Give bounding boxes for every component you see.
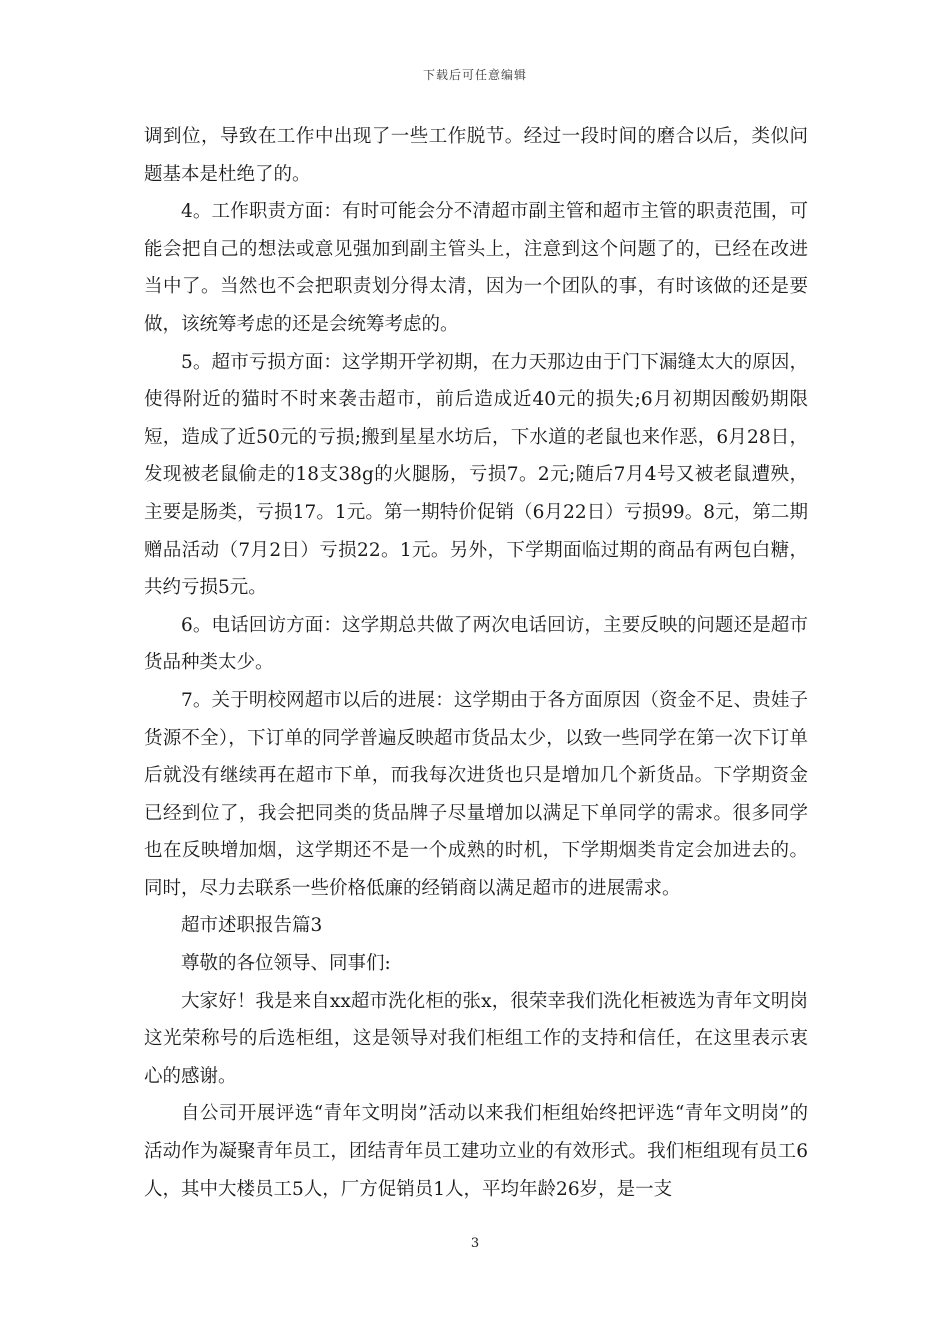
salutation: 尊敬的各位领导、同事们: [181,953,391,975]
page-number: 3 [470,1236,480,1251]
paragraph-greeting: 大家好！我是来自xx超市洗化柜的张x，很荣幸我们洗化柜被选为青年文明岗这光荣称号的后选柜组，这是领导对我们柜组工作的支持和信任，在这里表示衷心的感谢。 [144,990,808,1087]
page-header: 下载后可任意编辑 [422,68,527,82]
paragraph-item-5: 5。超市亏损方面：这学期开学初期，在力天那边由于门下漏缝太大的原因，使得附近的猫时不时来袭击超市，前后造成近40元的损失;6月初期因酸奶期限短，造成了近50元的亏损;搬到星星水坊后，下水道的老鼠也来作恶，6月28日，发现被老鼠偷走的18支38g的火腿肠，亏损7。2元;随后7月4号又被老鼠遭殃，主要是肠类，亏损17。1元。第一期特价促销（6月22日）亏损99。8元，第二期赠品活动（7月2日）亏损22。1元。另外，下学期面临过期的商品有两包白糖，共约亏损5元。 [144,351,808,599]
paragraph-item-4: 4。工作职责方面：有时可能会分不清超市副主管和超市主管的职责范围，可能会把自己的想法或意见强加到副主管头上，注意到这个问题了的，已经在改进当中了。当然也不会把职责划分得太清，因为一个团队的事，有时该做的还是要做，该统筹考虑的还是会统筹考虑的。 [144,201,808,335]
section-title: 超市述职报告篇3 [181,915,323,937]
paragraph-item-7: 7。关于明校网超市以后的进展：这学期由于各方面原因（资金不足、贵娃子货源不全），下订单的同学普遍反映超市货品太少，以致一些同学在第一次下订单后就没有继续再在超市下单，而我每次进货也只是增加几个新货品。下学期资金已经到位了，我会把同类的货品牌子尽量增加以满足下单同学的需求。很多同学也在反映增加烟，这学期还不是一个成熟的时机，下学期烟类肯定会加进去的。同时，尽力去联系一些价格低廉的经销商以满足超市的进展需求。 [144,689,808,899]
paragraph-item-6: 6。电话回访方面：这学期总共做了两次电话回访，主要反映的问题还是超市货品种类太少。 [144,614,808,674]
paragraph-body: 自公司开展评选“青年文明岗”活动以来我们柜组始终把评选“青年文明岗”的活动作为凝聚青年员工，团结青年员工建功立业的有效形式。我们柜组现有员工6人，其中大楼员工5人，厂方促销员1人，平均年龄26岁，是一支 [144,1103,808,1200]
paragraph-continuation: 调到位，导致在工作中出现了一些工作脱节。经过一段时间的磨合以后，类似问题基本是杜绝了的。 [144,126,808,185]
document-body [144,118,808,1208]
